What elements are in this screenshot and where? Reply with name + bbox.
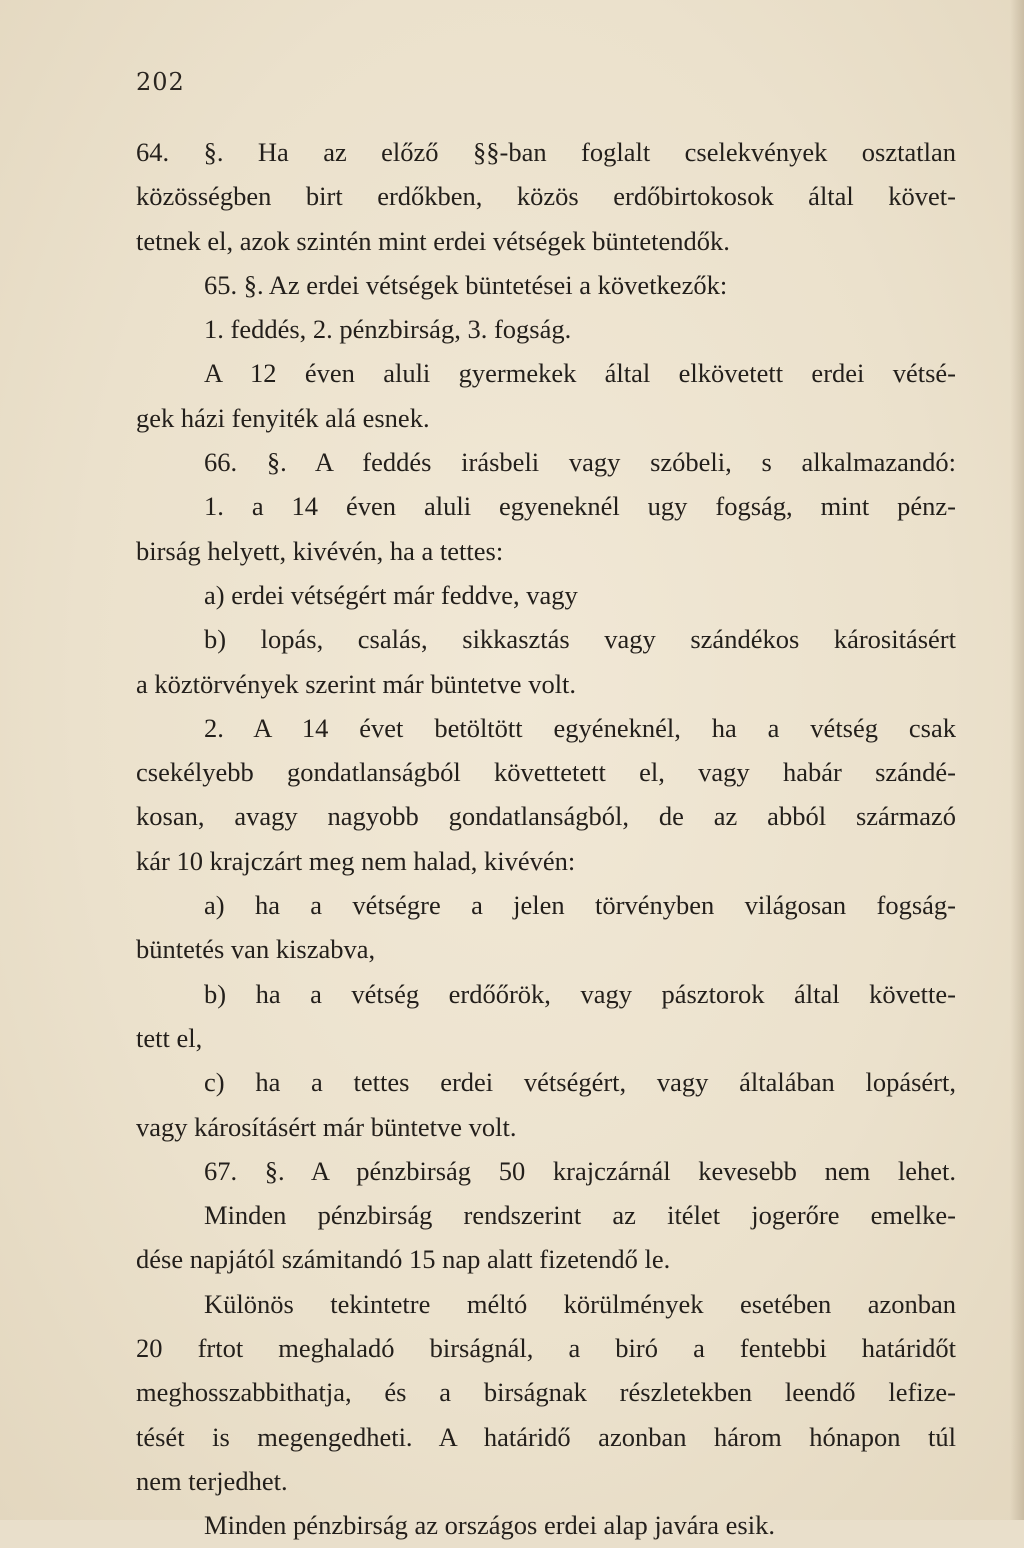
text-line: nem terjedhet.: [136, 1465, 288, 1496]
text-line: Különös tekintetre méltó körülmények esetében azonban: [204, 1288, 956, 1319]
text-line: tetnek el, azok szintén mint erdei vétségek büntetendők.: [136, 225, 730, 256]
text-line: gek házi fenyiték alá esnek.: [136, 402, 430, 433]
text-line: csekélyebb gondatlanságból követtetett el, vagy habár szándé-: [136, 757, 956, 788]
text-line: 2. A 14 évet betöltött egyéneknél, ha a vétség csak: [204, 712, 956, 743]
page-edge-shadow: [1010, 0, 1024, 1520]
text-line: 67. §. A pénzbirság 50 krajczárnál kevesebb nem lehet.: [204, 1155, 956, 1186]
text-line: közösségben birt erdőkben, közös erdőbirtokosok által követ-: [136, 181, 956, 212]
text-line: birság helyett, kivévén, ha a tettes:: [136, 535, 504, 566]
text-line: büntetés van kiszabva,: [136, 934, 376, 965]
text-line: 20 frtot meghaladó birságnál, a biró a fentebbi határidőt: [136, 1333, 956, 1364]
text-line: 66. §. A feddés irásbeli vagy szóbeli, s alkalmazandó:: [204, 447, 956, 478]
text-line: b) lopás, csalás, sikkasztás vagy szándékos kárositásért: [204, 624, 956, 655]
text-line: b) ha a vétség erdőőrök, vagy pásztorok által követte-: [204, 978, 956, 1009]
text-line: A 12 éven aluli gyermekek által elkövetett erdei vétsé-: [204, 358, 956, 389]
text-line: 65. §. Az erdei vétségek büntetései a következők:: [204, 269, 728, 300]
text-line: vagy károsításért már büntetve volt.: [136, 1111, 517, 1142]
text-line: c) ha a tettes erdei vétségért, vagy általában lopásért,: [204, 1067, 956, 1098]
text-line: Minden pénzbirság az országos erdei alap javára esik.: [204, 1510, 775, 1541]
text-line: kár 10 krajczárt meg nem halad, kivévén:: [136, 845, 576, 876]
text-line: tését is megengedheti. A határidő azonban három hónapon túl: [136, 1421, 956, 1452]
text-line: meghosszabbithatja, és a birságnak részletekben leendő lefize-: [136, 1377, 956, 1408]
text-line: dése napjától számitandó 15 nap alatt fizetendő le.: [136, 1244, 671, 1275]
page-number: 202: [136, 68, 185, 96]
text-line: tett el,: [136, 1022, 203, 1053]
text-line: Minden pénzbirság rendszerint az itélet jogerőre emelke-: [204, 1200, 956, 1231]
text-line: a) ha a vétségre a jelen törvényben világosan fogság-: [204, 890, 956, 921]
text-line: a) erdei vétségért már feddve, vagy: [204, 579, 578, 610]
text-line: kosan, avagy nagyobb gondatlanságból, de az abból származó: [136, 801, 956, 832]
body-text: [136, 130, 956, 1548]
text-line: 64. §. Ha az előző §§-ban foglalt cselekvények osztatlan: [136, 137, 956, 167]
text-line: 1. feddés, 2. pénzbirság, 3. fogság.: [204, 314, 572, 345]
text-line: a köztörvények szerint már büntetve volt.: [136, 668, 577, 699]
text-line: 1. a 14 éven aluli egyeneknél ugy fogság, mint pénz-: [204, 491, 956, 522]
